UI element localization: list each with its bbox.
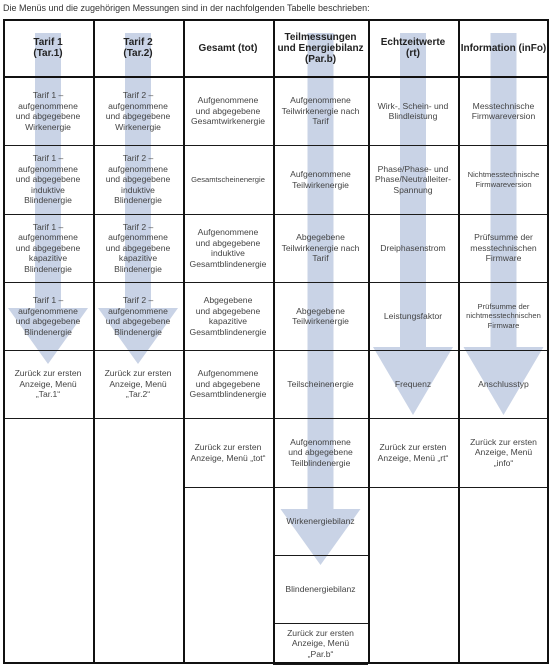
menu-cell	[458, 282, 549, 350]
menu-cell	[458, 145, 549, 214]
menu-cell-line: Zurück zur ersten	[104, 368, 172, 379]
menu-column	[183, 19, 273, 664]
menu-cell-line: aufgenommene	[108, 305, 168, 316]
menu-cell-line: Anzeige, Menü „tot“	[190, 452, 266, 463]
menu-column	[368, 19, 458, 664]
menu-cell-line: Leistungsfaktor	[383, 310, 443, 321]
menu-cell-line: Tarif 1 –	[32, 153, 64, 164]
row-divider	[3, 418, 93, 419]
menu-cell	[368, 350, 458, 418]
menu-cell	[93, 350, 183, 418]
menu-cell	[368, 282, 458, 350]
menu-cell-line: Messtechnische	[472, 100, 535, 111]
menu-cell-line: Gesamtblindenergie	[189, 389, 267, 400]
menu-cell-line: Anzeige, Menü	[19, 378, 77, 389]
menu-cell-line: Zurück zur ersten	[379, 442, 447, 452]
column-divider	[183, 19, 185, 664]
menu-cell-line: Teilwirkenergie	[292, 316, 349, 326]
row-divider	[368, 487, 458, 488]
menu-cell-line: Gesamtblindenergie	[189, 326, 267, 337]
menu-cell-line: Gesamtwirkenergie	[190, 116, 266, 127]
column-header-line: Teilmessungen	[284, 31, 357, 43]
menu-cell	[183, 350, 273, 418]
menu-cell	[183, 282, 273, 350]
menu-column	[3, 19, 93, 664]
menu-cell-line: und abgegebene	[288, 447, 353, 458]
column-header-line: (Tar.2)	[123, 48, 153, 59]
menu-cell-line: und abgegebene	[195, 105, 261, 116]
menu-cell-line: Blindenergie	[24, 263, 72, 274]
menu-cell-line: Anschlusstyp	[478, 378, 529, 389]
menu-cell-line: Firmwareversion	[475, 179, 532, 189]
menu-cell-line: Prüfsumme der	[477, 301, 530, 311]
menu-cell-line: kapazitive	[118, 253, 158, 264]
menu-cell-line: Gesamtblindenergie	[189, 258, 267, 269]
menu-cell	[458, 350, 549, 418]
menu-cell-line: Aufgenommene	[290, 95, 351, 106]
header-divider	[3, 76, 549, 78]
menu-cell-line: Zurück zur ersten	[194, 442, 262, 452]
menu-cell-line: aufgenommene	[18, 305, 78, 316]
menu-cell-line: Frequenz	[394, 378, 432, 389]
menu-cell-line: aufgenommene	[18, 163, 78, 174]
menu-cell	[3, 350, 93, 418]
menu-cell	[3, 282, 93, 350]
row-divider	[273, 664, 368, 665]
menu-cell-line: Dreiphasenstrom	[380, 242, 446, 253]
menu-cell-line: Abgegebene	[296, 232, 345, 243]
row-divider	[183, 487, 273, 488]
menu-column	[458, 19, 549, 664]
column-divider	[547, 19, 549, 664]
menu-cell-line: aufgenommene	[108, 232, 168, 243]
menu-cell-line: Blindenergie	[24, 195, 72, 206]
column-header-line: Echtzeitwerte	[380, 37, 446, 48]
menu-cell-line: Zurück zur ersten	[287, 627, 354, 638]
menu-cell-line: Wirk-, Schein- und	[377, 100, 449, 111]
menu-cell-line: Abgegebene	[296, 305, 345, 316]
menu-cell-line: Zurück zur ersten	[470, 436, 537, 447]
menu-cell-line: aufgenommene	[18, 232, 78, 243]
menu-cell-line: messtechnischen	[470, 242, 537, 253]
menu-cell	[183, 214, 273, 282]
column-divider	[93, 19, 95, 664]
column-header	[368, 19, 458, 77]
menu-table	[3, 19, 549, 664]
menu-cell	[273, 145, 368, 214]
menu-cell-line: Tarif	[312, 253, 329, 264]
menu-cell-line: und abgegebene	[15, 316, 81, 326]
menu-cell-line: Tarif 2 –	[122, 295, 154, 305]
menu-cell-line: Tarif	[312, 116, 329, 127]
menu-cell-line: Blindenergie	[114, 326, 162, 337]
menu-cell-line: Aufgenommene	[197, 227, 259, 237]
column-header-line: und Energiebilanz	[277, 42, 364, 54]
menu-cell	[368, 145, 458, 214]
menu-cell-line: und abgegebene	[195, 378, 261, 389]
column-divider	[458, 19, 460, 664]
menu-cell	[273, 487, 368, 555]
menu-cell	[368, 418, 458, 487]
menu-cell	[183, 145, 273, 214]
menu-cell-line: „Tar.2“	[125, 389, 151, 400]
menu-cell-line: kapazitive	[28, 253, 68, 264]
menu-cell-line: aufgenommene	[108, 100, 168, 111]
column-divider	[368, 19, 370, 664]
menu-cell-line: Anzeige, Menü	[474, 447, 533, 458]
menu-cell	[93, 214, 183, 282]
menu-cell	[368, 77, 458, 145]
menu-cell-line: Aufgenommene	[197, 368, 259, 379]
menu-cell	[183, 418, 273, 487]
column-divider	[273, 19, 275, 664]
intro-text: Die Menüs und die zugehörigen Messungen sind in der nachfolgenden Tabelle beschrieben:	[3, 3, 370, 13]
menu-cell-line: Prüfsumme der	[474, 232, 533, 243]
menu-cell-line: Phase/Phase- und	[377, 163, 449, 174]
menu-cell-line: Firmware	[487, 320, 520, 330]
menu-cell-line: Blindleistung	[388, 111, 438, 121]
menu-cell-line: Wirkenergiebilanz	[286, 515, 355, 526]
menu-cell-line: Gesamtscheinenergie	[191, 174, 265, 184]
menu-cell-line: Anzeige, Menü „rt“	[377, 452, 449, 463]
menu-cell-line: Zurück zur ersten	[14, 368, 82, 379]
menu-cell-line: Nichtmesstechnische	[467, 170, 540, 179]
menu-cell-line: und abgegebene	[15, 111, 81, 121]
menu-cell-line: Blindenergiebilanz	[285, 583, 356, 594]
menu-cell-line: Teilwirkenergie nach	[281, 242, 360, 253]
menu-cell-line: Firmwareversion	[471, 111, 536, 121]
menu-cell-line: Aufgenommene	[197, 95, 259, 106]
menu-cell	[458, 418, 549, 487]
menu-cell	[273, 555, 368, 623]
menu-cell-line: kapazitive	[208, 316, 248, 326]
menu-cell-line: und abgegebene	[105, 242, 171, 253]
column-header-line: (Par.b)	[304, 53, 337, 65]
menu-cell-line: Firmware	[485, 253, 522, 264]
column-header-line: Gesamt (tot)	[198, 42, 258, 54]
menu-cell-line: Tarif 1 –	[32, 221, 64, 232]
menu-cell-line: Wirkenergie	[25, 121, 71, 132]
menu-cell-line: und abgegebene	[15, 242, 81, 253]
menu-cell-line: aufgenommene	[18, 100, 78, 111]
menu-cell-line: Tarif 1 –	[32, 295, 64, 305]
menu-cell	[458, 214, 549, 282]
menu-cell-line: Teilblindenergie	[290, 457, 351, 468]
table-bottom-border	[3, 662, 549, 664]
menu-cell	[273, 282, 368, 350]
column-divider	[3, 19, 5, 664]
menu-column	[93, 19, 183, 664]
menu-cell	[93, 282, 183, 350]
column-header-line: Tarif 1	[33, 37, 63, 48]
menu-cell-line: Tarif 2 –	[122, 90, 154, 100]
column-header	[458, 19, 549, 77]
menu-cell-line: aufgenommene	[108, 163, 168, 174]
menu-cell	[273, 350, 368, 418]
menu-cell-line: „Par.b“	[307, 648, 334, 659]
menu-cell-line: Spannung	[393, 184, 433, 195]
menu-cell-line: nichtmesstechnischen	[466, 311, 541, 321]
menu-cell-line: „Tar.1“	[35, 389, 61, 400]
menu-cell-line: Aufgenommene	[290, 436, 351, 447]
table-top-border	[3, 19, 549, 21]
row-divider	[93, 418, 183, 419]
column-header-line: (rt)	[406, 48, 420, 59]
menu-cell	[3, 145, 93, 214]
menu-cell	[368, 214, 458, 282]
menu-cell-line: und abgegebene	[105, 174, 171, 185]
menu-column	[273, 19, 368, 664]
column-header-line: Tarif 2	[123, 37, 153, 48]
menu-cell-line: Wirkenergie	[115, 121, 161, 132]
menu-cell-line: Phase/Neutralleiter-	[375, 174, 451, 185]
menu-cell-line: und abgegebene	[105, 316, 171, 326]
column-header	[3, 19, 93, 77]
menu-cell-line: Abgegebene	[203, 295, 253, 305]
menu-cell	[93, 77, 183, 145]
menu-cell-line: Blindenergie	[114, 195, 162, 206]
menu-cell-line: und abgegebene	[105, 111, 171, 121]
menu-cell	[93, 145, 183, 214]
menu-cell-line: und abgegebene	[195, 237, 261, 248]
menu-cell-line: Blindenergie	[24, 326, 72, 337]
menu-cell-line: induktive	[211, 248, 245, 258]
menu-cell	[273, 214, 368, 282]
menu-cell-line: Teilwirkenergie	[292, 179, 349, 190]
menu-cell	[273, 77, 368, 145]
menu-cell	[273, 623, 368, 664]
column-header	[93, 19, 183, 77]
column-header	[273, 19, 368, 77]
menu-cell	[458, 77, 549, 145]
row-divider	[458, 487, 549, 488]
menu-cell-line: Teilwirkenergie nach	[281, 105, 360, 116]
column-header-line: (Tar.1)	[33, 48, 63, 59]
menu-cell-line: Aufgenommene	[290, 169, 351, 179]
menu-cell-line: Tarif 1 –	[32, 90, 64, 100]
menu-cell-line: Tarif 2 –	[122, 153, 154, 164]
menu-cell-line: Blindenergie	[114, 263, 162, 274]
column-header-line: Information (inFo)	[460, 42, 547, 54]
menu-cell-line: Anzeige, Menü	[109, 378, 167, 389]
menu-cell-line: und abgegebene	[15, 174, 81, 185]
menu-cell-line: „info“	[493, 457, 514, 468]
menu-cell-line: und abgegebene	[195, 305, 261, 316]
menu-cell-line: Tarif 2 –	[122, 221, 154, 232]
column-header	[183, 19, 273, 77]
menu-cell	[183, 77, 273, 145]
menu-cell-line: induktive	[121, 184, 155, 195]
menu-cell	[273, 418, 368, 487]
menu-cell	[3, 214, 93, 282]
menu-cell-line: Anzeige, Menü	[291, 638, 350, 649]
menu-cell	[3, 77, 93, 145]
menu-cell-line: Teilscheinenergie	[287, 378, 354, 389]
menu-cell-line: induktive	[31, 184, 65, 195]
